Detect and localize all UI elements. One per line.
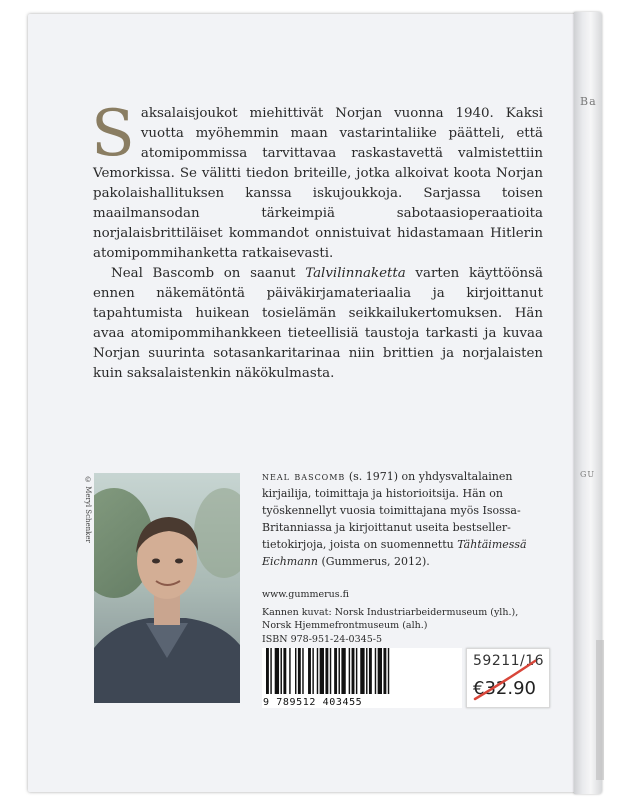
bio-text-end: (Gummerus, 2012). — [317, 555, 430, 568]
barcode-bar — [375, 648, 376, 694]
barcode-bar — [275, 648, 279, 694]
barcode-bar — [330, 648, 331, 694]
barcode-bar — [369, 648, 372, 694]
blurb — [91, 97, 543, 384]
bio-book-title: Tähtäimessä Eichmann — [262, 538, 527, 568]
sticker-code: 59211/16 — [473, 653, 545, 669]
spine-title-fragment: Ba — [580, 95, 597, 108]
barcode-bar — [312, 648, 313, 694]
author-name: neal bascomb — [262, 470, 346, 483]
barcode-bar — [266, 648, 269, 694]
spine-publisher-fragment: GU — [580, 470, 596, 479]
barcode-bar — [341, 648, 345, 694]
barcode-bar — [289, 648, 290, 694]
barcode-bar — [360, 648, 364, 694]
author-photo — [94, 473, 240, 703]
blurb-paragraph-2 — [93, 264, 543, 384]
barcode-bar — [334, 648, 337, 694]
sticker-price: €32.90 — [473, 678, 536, 699]
barcode-bar — [320, 648, 324, 694]
barcode-bar — [317, 648, 318, 694]
barcode-bar — [356, 648, 357, 694]
barcode-bar — [352, 648, 355, 694]
barcode-bar — [366, 648, 367, 694]
author-bio — [262, 468, 547, 570]
barcode-digits: 9 789512 403455 — [263, 697, 363, 708]
barcode-bar — [383, 648, 386, 694]
barcode-bar — [378, 648, 382, 694]
photo-credit: © Meryl Schenker — [84, 476, 92, 543]
barcode-bar — [283, 648, 286, 694]
blurb-p2-start: Neal Bascomb on saanut — [111, 266, 306, 281]
blurb-paragraph-1 — [91, 97, 543, 264]
blurb-p2-end: varten käyttöönsä ennen näkemätöntä päiväkirjamateriaalia ja kirjoittanut tapahtumista huikean tosielämän seikkailukertomuksen. Hän avaa atomipommihankkeen tieteellisiä taustoja tarkasti ja kuvaa Norjan suurinta sotasankaritarinaa niin brittien ja norjalaisten kuin saksalaistenkin näkökulmasta. — [93, 266, 543, 381]
barcode-bar — [308, 648, 311, 694]
dropcap: S — [91, 97, 135, 171]
publisher-url: www.gummerus.fi — [262, 589, 350, 600]
price-strike-mark — [469, 659, 549, 703]
spine-shadow — [596, 640, 604, 780]
barcode-bar — [339, 648, 340, 694]
barcode-bar — [388, 648, 389, 694]
barcode-bar — [325, 648, 328, 694]
barcode-bar — [302, 648, 303, 694]
bio-text-start: (s. 1971) on yhdysvaltalainen kirjailija, toimittaja ja historioitsija. Hän on työskennellyt vuosia toimittajana myös Isossa-Britanniassa ja kirjoittanut useita bestseller-tietokirjoja, joista on suomennettu — [262, 470, 521, 551]
barcode-bar — [281, 648, 282, 694]
price-sticker — [466, 648, 550, 708]
barcode-bar — [270, 648, 271, 694]
blurb-paragraph-1-text: aksalaisjoukot miehittivät Norjan vuonna 1940. Kaksi vuotta myöhemmin maan vastarintaliike päätteli, että atomipommissa tarvittavaa raskastavettä valmistettiin Vemorkissa. Se välitti tiedon briteille, jotka alkoivat koota Norjan pakolaishallituksen kanssa iskujoukkoja. Sarjassa toisen maailmansodan tärkeimpiä sabotaasioperaatioita norjalaisbrittiläiset kommandot onnistuivat hidastamaan Hitlerin atomipommihanketta ratkaisevasti. — [93, 106, 543, 261]
cover-credit-line-2: Norsk Hjemmefrontmuseum (alh.) — [262, 620, 428, 631]
barcode-bar — [295, 648, 296, 694]
author-portrait-image — [94, 473, 240, 703]
isbn: ISBN 978-951-24-0345-5 — [262, 633, 382, 645]
barcode-bar — [349, 648, 350, 694]
barcode-bars — [262, 648, 462, 696]
cover-credit-line-1: Kannen kuvat: Norsk Industriarbeidermuseum (ylh.), — [262, 606, 519, 618]
barcode-bar — [298, 648, 301, 694]
book-title-italic: Talvilinnaketta — [305, 266, 406, 281]
